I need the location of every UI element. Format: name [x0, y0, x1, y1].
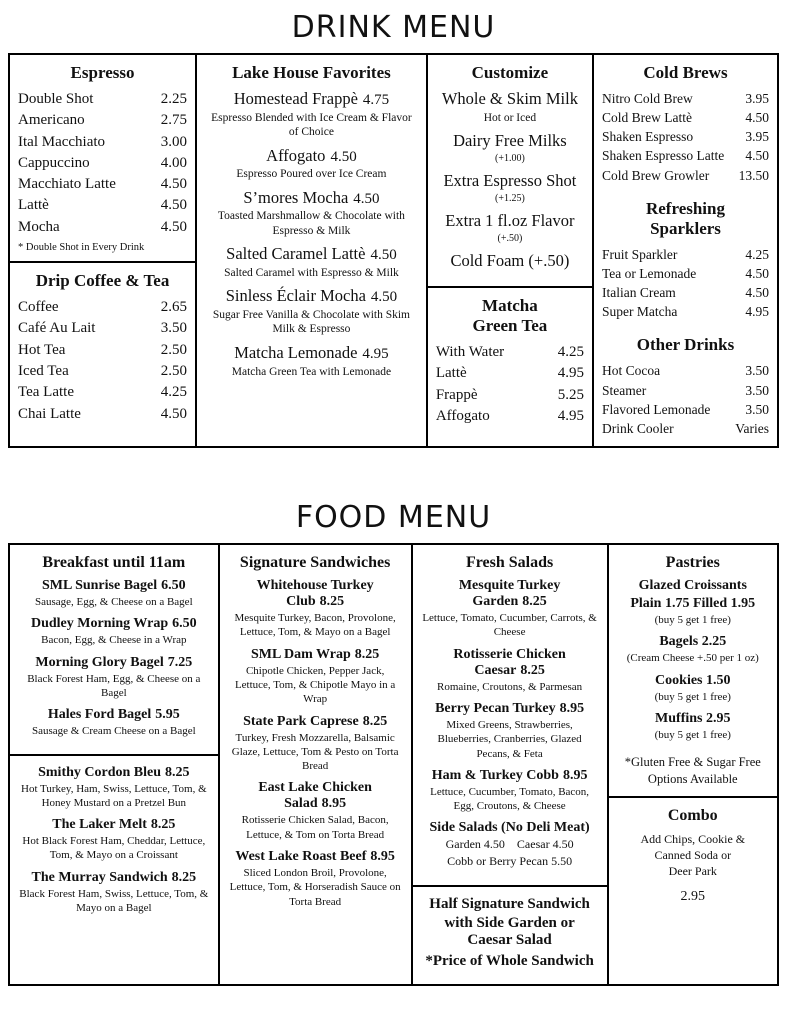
menu-item: [421, 701, 599, 761]
item-description: Hot Black Forest Ham, Cheddar, Lettuce, Tom, & Mayo on a Croissant: [22, 835, 206, 862]
item-header: [228, 647, 403, 663]
other-drinks-heading: Other Drinks: [636, 335, 735, 355]
menu-item: [421, 768, 599, 814]
menu-row: [18, 132, 187, 153]
item-name: Sinless Éclair Mocha: [225, 286, 366, 306]
cold-brews-heading: Cold Brews: [643, 63, 728, 82]
combo-panel: [609, 796, 777, 914]
espresso-footnote: * Double Shot in Every Drink: [18, 242, 145, 254]
item-header: [421, 647, 599, 679]
item-price: 2.25: [160, 91, 188, 107]
menu-row: [436, 342, 584, 363]
half-combo-line1: Half Signature Sandwich: [429, 895, 590, 912]
item-name: Drink Cooler: [601, 420, 674, 436]
menu-row: [602, 419, 769, 438]
combo-heading: Combo: [667, 806, 718, 824]
item-name: Steamer: [601, 382, 647, 398]
item-name: West Lake Roast Beef: [235, 849, 367, 864]
item-price: 8.95: [562, 767, 588, 783]
item-name: East Lake Chicken Salad: [258, 780, 372, 812]
item-detail: Plain 1.75 Filled 1.95: [630, 596, 756, 612]
item-name: Coffee: [18, 299, 59, 316]
item-price: 4.00: [160, 154, 188, 171]
item-name: Berry Pecan Turkey: [435, 700, 556, 716]
item-header: [18, 707, 210, 723]
menu-item: [228, 714, 403, 774]
item-header: [228, 714, 403, 730]
menu-row: [18, 297, 187, 318]
combo-line1: Add Chips, Cookie &: [640, 831, 746, 846]
item-header: [228, 780, 403, 812]
item-name: Hot Tea: [18, 341, 66, 358]
item-name: Affogato: [435, 407, 490, 424]
favorites-heading: Lake House Favorites: [232, 63, 391, 82]
menu-row: [18, 174, 187, 195]
menu-item: [205, 343, 418, 379]
item-header: [18, 578, 210, 594]
pastries-heading: Pastries: [665, 554, 720, 572]
item-price: 2.50: [160, 362, 188, 379]
item-description: Sausage & Cream Cheese on a Bagel: [31, 725, 196, 738]
item-surcharge: (+.50): [497, 232, 523, 244]
item-price: 3.95: [745, 129, 769, 145]
item-price: 8.25: [319, 594, 345, 610]
fresh-salads-panel: [413, 545, 607, 885]
item-name: Iced Tea: [18, 362, 69, 379]
menu-item: [436, 251, 584, 272]
item-name: Americano: [18, 112, 85, 129]
drink-menu-title: DRINK MENU: [291, 10, 496, 45]
menu-row: [602, 302, 769, 321]
menu-item: [205, 89, 418, 140]
food-menu-title: FOOD MENU: [295, 500, 492, 536]
item-description: Sugar Free Vanilla & Chocolate with Skim Milk & Espresso: [212, 309, 411, 336]
menu-row: [18, 340, 187, 361]
menu-row: [18, 382, 187, 403]
item-detail: (buy 5 get 1 free): [654, 728, 731, 741]
espresso-heading: Espresso: [70, 63, 135, 82]
menu-item: [436, 171, 584, 205]
menu-item: [617, 673, 769, 704]
menu-row: [602, 127, 769, 146]
item-detail: (buy 5 get 1 free): [654, 690, 731, 703]
drink-column-4: [592, 55, 777, 446]
menu-row: [436, 363, 584, 384]
item-name: The Murray Sandwich: [31, 869, 168, 885]
side-salad-garden: Garden 4.50: [445, 837, 505, 852]
item-description: Toasted Marshmallow & Chocolate with Espresso & Milk: [217, 210, 405, 237]
menu-item: [18, 870, 210, 916]
menu-item: [421, 578, 599, 640]
item-price: 8.25: [520, 662, 545, 678]
item-description: Hot or Iced: [483, 111, 537, 124]
item-header: [205, 244, 418, 265]
espresso-panel: [10, 55, 195, 261]
bottom-space: [0, 986, 787, 998]
item-name: Muffins 2.95: [655, 710, 731, 726]
menu-divider-space: [0, 448, 787, 490]
item-description: Romaine, Croutons, & Parmesan: [437, 680, 583, 693]
item-price: 3.50: [160, 320, 188, 337]
side-salads-heading: Side Salads (No Deli Meat): [429, 820, 590, 836]
item-name: Whole & Skim Milk: [441, 89, 578, 108]
item-name: Dudley Morning Wrap: [30, 616, 169, 632]
item-detail: (Cream Cheese +.50 per 1 oz): [626, 652, 759, 665]
menu-item: [18, 578, 210, 609]
item-description: Black Forest Ham, Egg, & Cheese on a Bagel: [27, 672, 201, 699]
menu-item: [18, 616, 210, 647]
menu-row: [18, 153, 187, 174]
menu-row: [602, 283, 769, 302]
item-price: 4.50: [745, 285, 769, 301]
item-name: The Laker Melt: [52, 817, 147, 833]
drink-column-1: [10, 55, 195, 446]
drink-column-2: [195, 55, 426, 446]
item-name: Cold Foam (+.50): [450, 251, 570, 271]
item-description: Chipotle Chicken, Pepper Jack, Lettuce, Tom, & Chipotle Mayo in a Wrap: [234, 664, 396, 706]
item-header: [18, 655, 210, 671]
item-price: 6.50: [172, 616, 197, 632]
item-price: 2.65: [160, 299, 188, 316]
drip-heading: Drip Coffee & Tea: [35, 271, 170, 291]
menu-row: [436, 406, 584, 427]
item-name: SML Sunrise Bagel: [42, 578, 158, 594]
menu-row: [602, 166, 769, 185]
menu-item: [228, 780, 403, 842]
item-name: Café Au Lait: [18, 320, 96, 337]
item-name: Whitehouse Turkey Club: [256, 578, 374, 610]
item-price: 4.50: [160, 197, 188, 214]
side-salad-caesar: Caesar 4.50: [516, 837, 574, 852]
item-price: 8.25: [165, 764, 190, 780]
side-salads-block: [421, 820, 599, 869]
item-price: 4.25: [557, 344, 584, 360]
item-description: Salted Caramel with Espresso & Milk: [224, 266, 399, 279]
menu-item: [18, 707, 210, 738]
item-name: Chai Latte: [18, 405, 81, 422]
menu-item: [228, 578, 403, 640]
side-salads-line1: [421, 837, 599, 853]
item-name: S’mores Mocha: [243, 187, 349, 207]
item-description: Sliced London Broil, Provolone, Lettuce, Tom, & Horseradish Sauce on Torta Bread: [229, 867, 401, 908]
item-name: Hales Ford Bagel: [47, 707, 152, 723]
item-name: SML Dam Wrap: [250, 646, 351, 662]
item-name: Mesquite Turkey Garden: [458, 578, 561, 610]
matcha-heading-line2: Green Tea: [472, 316, 548, 335]
item-price: 4.50: [353, 190, 380, 207]
sparklers-heading-line2: Sparklers: [650, 218, 721, 238]
item-name: Cold Brew Growler: [601, 167, 710, 183]
item-name: Dairy Free Milks: [453, 131, 567, 150]
item-name: Hot Cocoa: [601, 363, 661, 379]
item-name: Glazed Croissants: [638, 578, 747, 594]
item-price: 8.95: [321, 796, 347, 812]
item-price: 7.25: [167, 654, 193, 670]
menu-item: [228, 849, 403, 909]
item-price: 4.50: [745, 148, 769, 164]
half-combo-line3: Caesar Salad: [467, 931, 552, 948]
food-column-salads: [411, 545, 607, 984]
item-header: [421, 768, 599, 784]
item-price: 4.50: [160, 405, 188, 422]
item-header: [18, 817, 210, 833]
menu-item: [436, 211, 584, 245]
item-surcharge: (+1.25): [494, 192, 525, 204]
item-name: Bagels 2.25: [659, 634, 727, 650]
pastries-footer-line1: *Gluten Free & Sugar Free: [624, 755, 761, 770]
item-header: [18, 870, 210, 886]
item-name: Morning Glory Bagel: [35, 654, 164, 670]
item-name: Tea or Lemonade: [601, 265, 697, 281]
item-description: Espresso Poured over Ice Cream: [236, 168, 387, 181]
item-price: 4.50: [745, 110, 769, 126]
menu-item: [205, 244, 418, 280]
combo-line3: Deer Park: [668, 864, 717, 879]
customize-heading: Customize: [471, 63, 549, 82]
item-description: Black Forest Ham, Swiss, Lettuce, Tom, & Mayo on a Bagel: [19, 887, 209, 914]
food-column-breakfast: [10, 545, 218, 984]
menu-row: [18, 110, 187, 131]
item-name: State Park Caprese: [243, 713, 359, 729]
item-price: 2.50: [160, 341, 188, 358]
menu-item: [436, 89, 584, 125]
side-salads-line2: Cobb or Berry Pecan 5.50: [447, 854, 573, 868]
menu-item: [421, 647, 599, 694]
hot-sandwiches-panel: [10, 754, 218, 931]
menu-item: [205, 286, 418, 337]
item-note: (buy 5 get 1 free): [654, 614, 731, 627]
item-header: [205, 146, 418, 167]
item-price: 4.75: [362, 92, 390, 108]
signature-sandwiches-panel: [220, 545, 411, 924]
item-price: 5.95: [155, 707, 180, 723]
item-header: [228, 849, 403, 865]
menu-page: [0, 10, 787, 998]
item-description: Lettuce, Cucumber, Tomato, Bacon, Egg, Croutons, & Cheese: [430, 785, 590, 813]
menu-row: [602, 361, 769, 380]
item-price: 4.50: [160, 176, 188, 193]
item-price: 4.95: [362, 345, 389, 362]
menu-row: [18, 404, 187, 425]
item-name: Super Matcha: [601, 304, 678, 320]
item-name: Shaken Espresso: [601, 129, 694, 145]
item-description: Lettuce, Tomato, Cucumber, Carrots, & Cheese: [422, 612, 597, 639]
menu-item: [436, 131, 584, 165]
item-price: 4.25: [745, 246, 769, 262]
pastries-footer: [617, 754, 769, 788]
item-price: 4.95: [557, 365, 584, 382]
item-price: 3.50: [745, 363, 769, 379]
menu-row: [602, 146, 769, 165]
item-header: [421, 578, 599, 610]
menu-row: [18, 318, 187, 339]
menu-row: [18, 361, 187, 382]
item-name: Fruit Sparkler: [601, 246, 678, 262]
sparklers-heading-line1: Refreshing: [645, 198, 725, 218]
item-price: 8.25: [171, 869, 197, 885]
item-name: Macchiato Latte: [18, 176, 116, 193]
item-price: 4.95: [557, 407, 584, 424]
item-price: 8.25: [150, 817, 176, 833]
item-price: 3.50: [745, 382, 769, 398]
salads-heading: Fresh Salads: [465, 554, 554, 572]
item-name: Double Shot: [18, 91, 94, 107]
menu-item: [205, 146, 418, 182]
item-header: [421, 701, 599, 717]
menu-item: [18, 817, 210, 863]
item-name: Cookies 1.50: [655, 672, 731, 688]
item-name: Homestead Frappè: [233, 89, 358, 108]
menu-item: [617, 578, 769, 627]
item-name: Lattè: [18, 197, 49, 214]
item-price: 8.95: [370, 849, 395, 864]
item-header: [205, 286, 418, 307]
item-description: Turkey, Fresh Mozzarella, Balsamic Glaze, Lettuce, Tom & Pesto on Torta Bread: [231, 731, 399, 773]
item-header: [18, 765, 210, 781]
breakfast-heading: Breakfast until 11am: [42, 554, 186, 572]
sandwiches-heading: Signature Sandwiches: [239, 554, 391, 572]
item-name: Lattè: [435, 365, 467, 382]
menu-row: [18, 89, 187, 110]
item-name: Cold Brew Lattè: [601, 110, 692, 126]
item-price: 6.50: [161, 578, 186, 594]
matcha-heading-line1: Matcha: [482, 296, 538, 315]
item-description: Mixed Greens, Strawberries, Blueberries, Cranberries, Glazed Pecans, & Feta: [437, 718, 582, 760]
customize-panel: [428, 55, 592, 286]
item-price: 5.25: [557, 386, 584, 403]
menu-item: [18, 765, 210, 811]
item-description: Espresso Blended with Ice Cream & Flavor of Choice: [211, 111, 412, 139]
item-description: Rotisserie Chicken Salad, Bacon, Lettuce, & Tom on Torta Bread: [241, 814, 389, 841]
item-price: 4.50: [370, 247, 397, 264]
item-price: 4.50: [160, 218, 188, 235]
item-name: Shaken Espresso Latte: [601, 148, 725, 164]
item-price: 4.25: [160, 384, 188, 401]
menu-row: [18, 217, 187, 238]
drip-coffee-tea-panel: [10, 261, 195, 433]
item-name: Nitro Cold Brew: [601, 91, 693, 106]
menu-row: [18, 195, 187, 216]
breakfast-panel: [10, 545, 218, 753]
half-sandwich-combo-panel: [413, 885, 607, 984]
menu-item: [617, 711, 769, 742]
lake-house-favorites-panel: [197, 55, 426, 393]
item-name: Mocha: [18, 218, 60, 235]
item-price: 3.95: [745, 91, 769, 106]
food-column-pastries: [607, 545, 777, 984]
menu-item: [228, 647, 403, 707]
food-menu-board: [8, 543, 779, 986]
menu-row: [602, 245, 769, 264]
item-price: 2.75: [160, 112, 188, 129]
item-price: 4.50: [330, 148, 357, 165]
item-price: 3.50: [745, 401, 769, 417]
menu-row: [436, 385, 584, 406]
menu-item: [205, 188, 418, 239]
item-price: 4.95: [745, 304, 769, 320]
combo-price: 2.95: [680, 888, 706, 904]
item-price: 8.25: [362, 713, 388, 729]
item-description: Hot Turkey, Ham, Swiss, Lettuce, Tom, & Honey Mustard on a Pretzel Bun: [21, 782, 207, 809]
food-column-sandwiches: [218, 545, 411, 984]
drink-menu-board: [8, 53, 779, 448]
half-combo-note: *Price of Whole Sandwich: [425, 952, 594, 969]
item-price: 8.25: [522, 594, 547, 610]
item-header: [18, 616, 210, 632]
menu-row: [602, 381, 769, 400]
item-name: With Water: [435, 344, 505, 360]
menu-row: [602, 400, 769, 419]
item-surcharge: (+1.00): [494, 152, 525, 164]
item-name: Ham & Turkey Cobb: [431, 767, 559, 783]
item-header: [205, 188, 418, 209]
pastries-panel: [609, 545, 777, 796]
item-price: 3.00: [160, 133, 188, 150]
item-name: Rotisserie Chicken Caesar: [453, 646, 566, 678]
combo-line2: Canned Soda or: [654, 848, 732, 863]
item-name: Matcha Lemonade: [234, 342, 358, 362]
item-name: Cappuccino: [18, 154, 90, 171]
menu-item: [18, 655, 210, 701]
item-description: Mesquite Turkey, Bacon, Provolone, Lettuce, Tom, & Mayo on a Bagel: [234, 612, 396, 639]
item-header: [205, 343, 418, 364]
drink-column-3: [426, 55, 592, 446]
item-price: 4.50: [745, 265, 769, 281]
item-name: Affogato: [266, 145, 326, 165]
item-price: Varies: [735, 420, 769, 436]
half-combo-line2: with Side Garden or: [444, 914, 575, 931]
item-name: Italian Cream: [601, 285, 676, 301]
menu-row: [602, 89, 769, 108]
item-name: Ital Macchiato: [18, 133, 106, 150]
cold-brews-panel: [594, 55, 777, 446]
item-name: Extra Espresso Shot: [443, 171, 577, 191]
item-name: Salted Caramel Lattè: [226, 244, 366, 264]
matcha-green-tea-panel: [428, 286, 592, 435]
menu-row: [602, 108, 769, 127]
item-header: [205, 89, 418, 110]
item-header: [228, 578, 403, 610]
item-price: 4.50: [370, 289, 398, 306]
item-name: Extra 1 fl.oz Flavor: [445, 211, 575, 231]
menu-row: [602, 264, 769, 283]
item-description: Matcha Green Tea with Lemonade: [231, 365, 392, 378]
item-name: Smithy Cordon Bleu: [38, 764, 162, 780]
menu-item: [617, 634, 769, 665]
pastries-footer-line2: Options Available: [647, 772, 738, 787]
item-name: Flavored Lemonade: [601, 401, 711, 417]
item-name: Frappè: [435, 386, 478, 403]
item-description: Bacon, Egg, & Cheese in a Wrap: [41, 634, 187, 647]
item-description: Sausage, Egg, & Cheese on a Bagel: [35, 596, 193, 609]
item-price: 13.50: [738, 167, 769, 183]
item-price: 8.95: [559, 700, 585, 716]
item-name: Tea Latte: [18, 384, 74, 401]
item-price: 8.25: [354, 646, 380, 662]
